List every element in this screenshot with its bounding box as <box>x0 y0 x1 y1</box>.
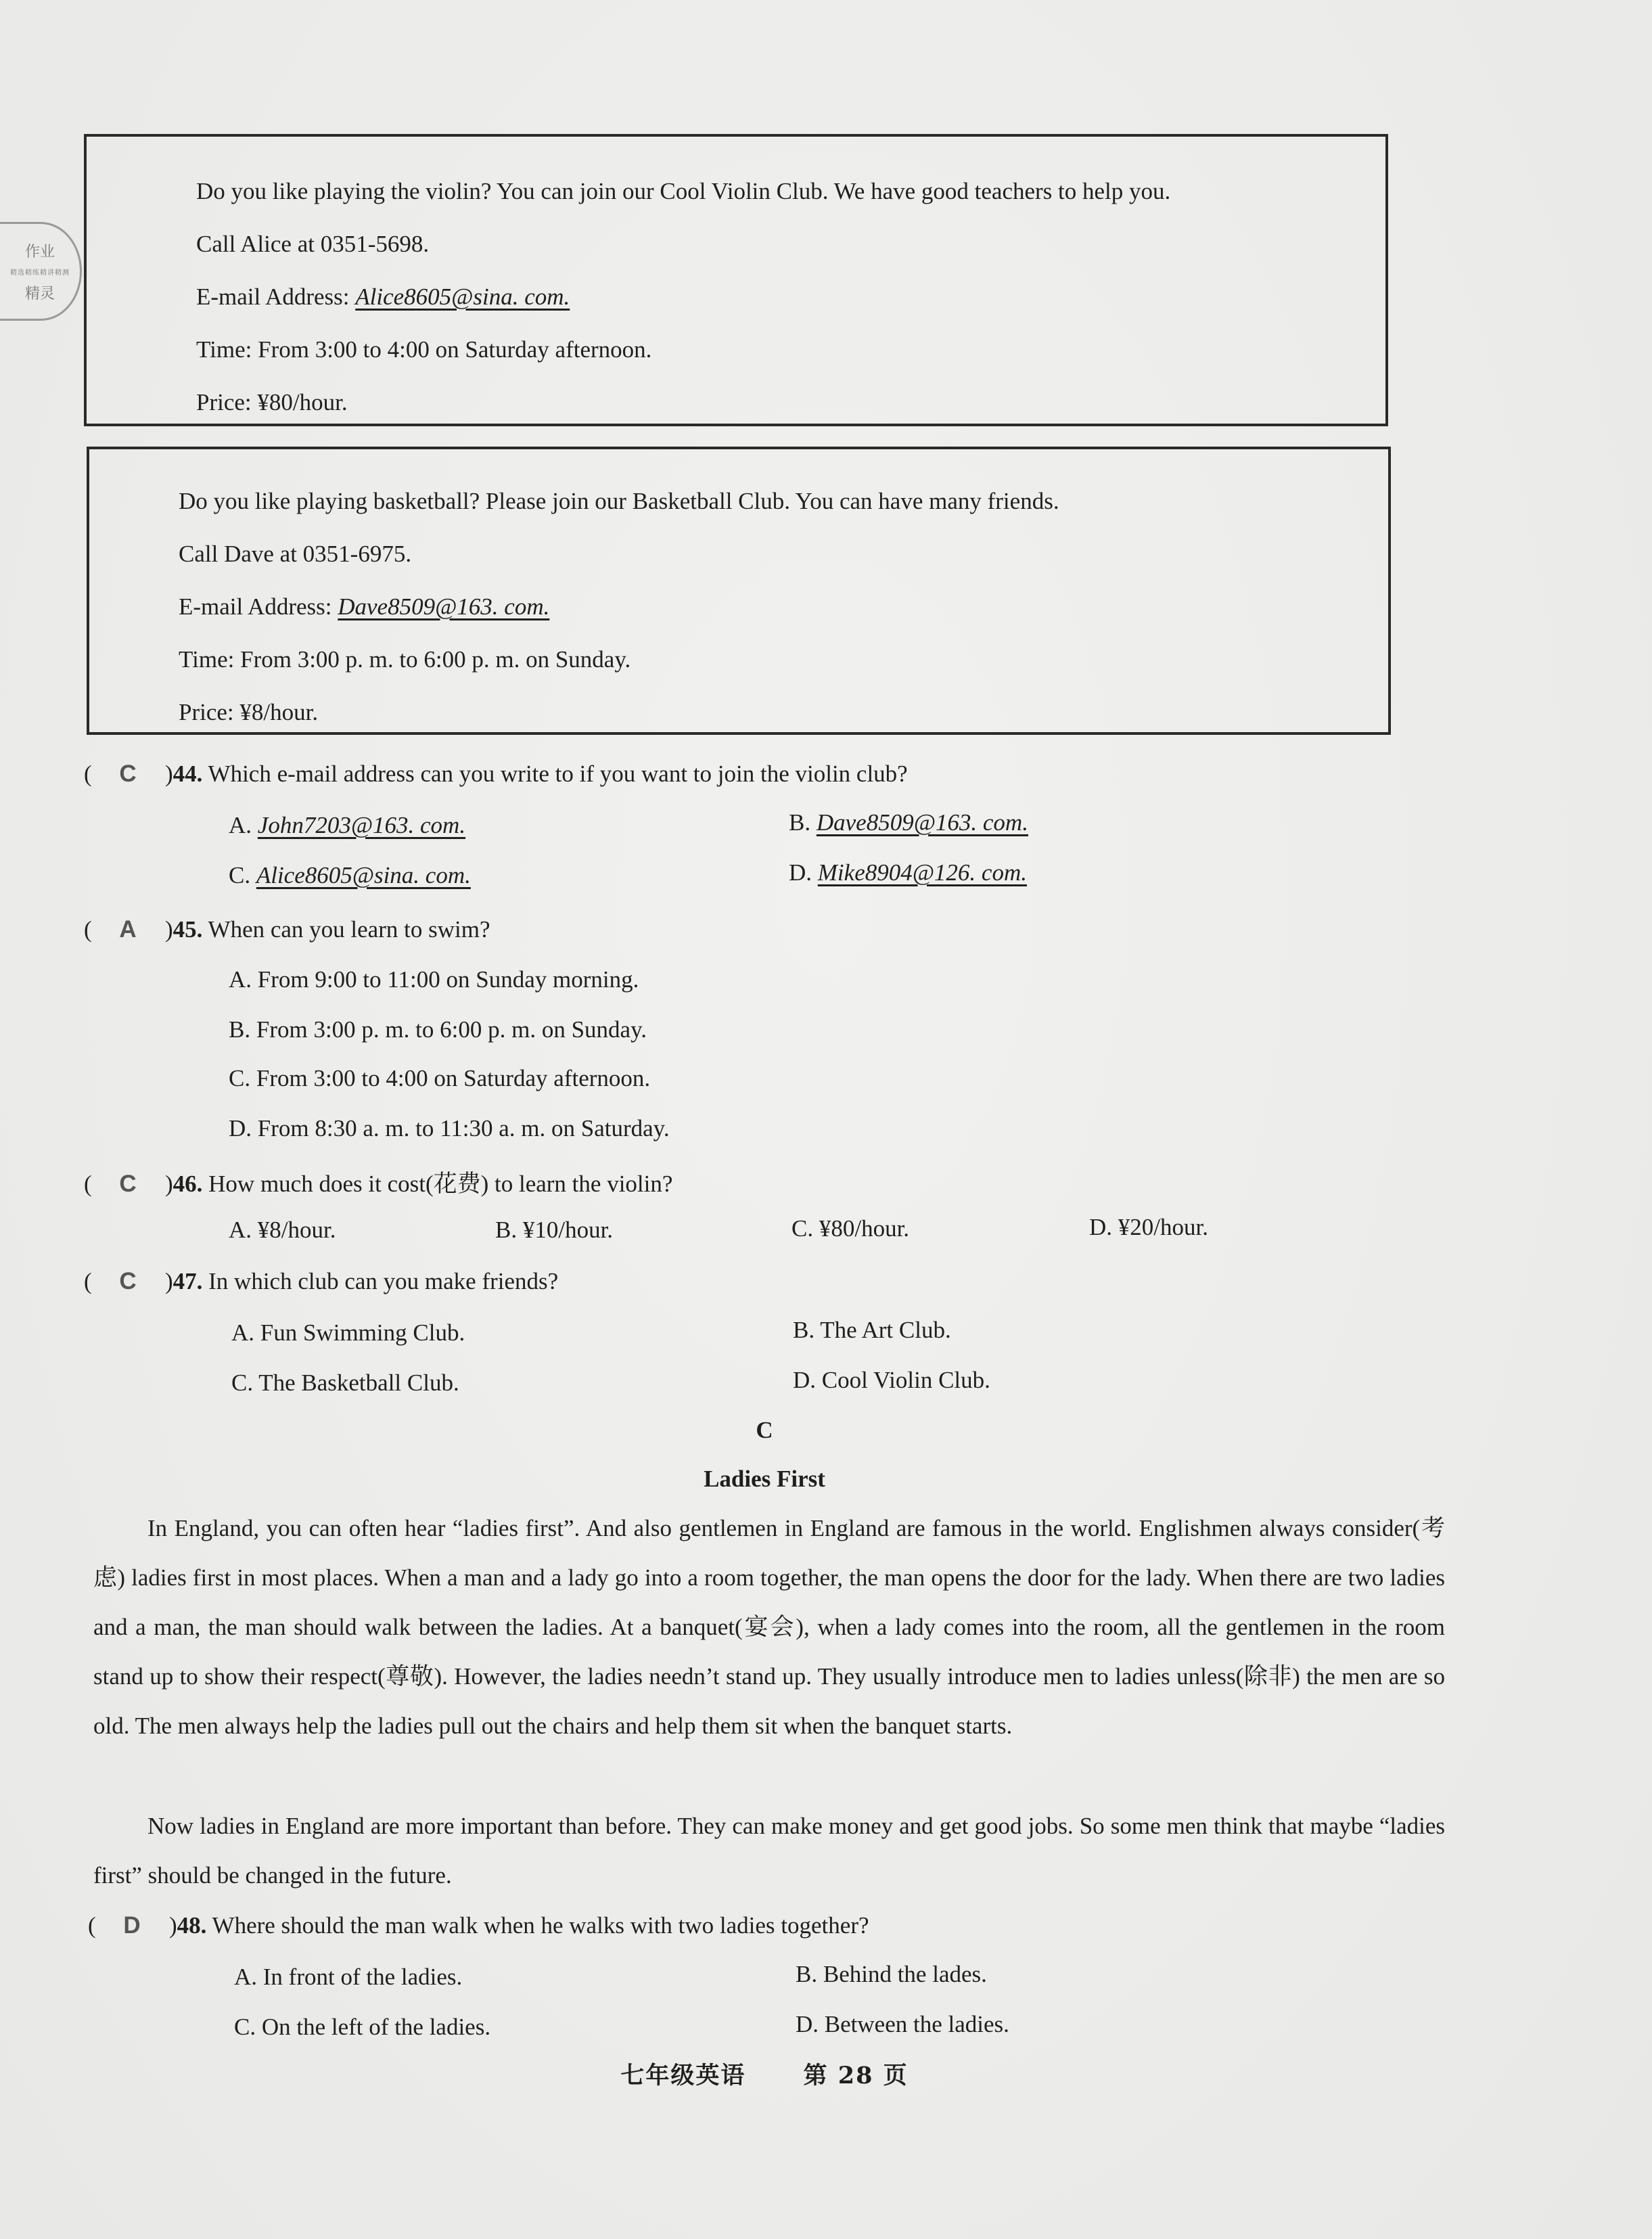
option-text: In front of the ladies. <box>262 1964 463 1990</box>
passage-title: Ladies First <box>704 1466 825 1492</box>
question-text: How much does it cost(花费) to learn the violin? <box>208 1171 673 1197</box>
page-footer <box>0 2057 1529 2091</box>
section-letter: C <box>756 1417 773 1443</box>
question-text: When can you learn to swim? <box>208 916 490 943</box>
violin-club-ad <box>84 134 1388 426</box>
publisher-stamp <box>0 222 82 321</box>
option-text: ¥80/hour. <box>819 1215 910 1242</box>
question-number: 47. <box>173 1268 203 1294</box>
option-text: From 9:00 to 11:00 on Sunday morning. <box>257 966 639 993</box>
ad-line: Do you like playing basketball? Please join our Basketball Club. You can have many friends. <box>179 488 1059 514</box>
question-number: 44. <box>173 761 203 787</box>
option-d: D. Mike8904@126. com. <box>789 859 1027 886</box>
option-text: Fun Swimming Club. <box>260 1319 465 1346</box>
option-c: C. The Basketball Club. <box>231 1370 459 1396</box>
option-c: C. From 3:00 to 4:00 on Saturday afternoon. <box>229 1065 651 1091</box>
basketball-club-ad <box>87 447 1391 735</box>
option-text: ¥10/hour. <box>522 1217 614 1243</box>
option-text: The Art Club. <box>820 1317 951 1343</box>
ad-phone: Call Alice at 0351-5698. <box>196 231 430 257</box>
answer-mark: A <box>119 916 137 943</box>
answer-mark: C <box>119 761 137 787</box>
option-text: Dave8509@163. com. <box>816 809 1028 836</box>
ad-line: Do you like playing the violin? You can join our Cool Violin Club. We have good teachers to help you. <box>196 178 1171 204</box>
ad-email-row <box>196 271 1385 323</box>
question-46: ( C )46. How much does it cost(花费) to learn the violin? <box>84 1171 673 1197</box>
ad-time: Time: From 3:00 p. m. to 6:00 p. m. on Sunday. <box>179 646 631 673</box>
option-d: D. Between the ladies. <box>796 2011 1009 2037</box>
option-b: B. Behind the lades. <box>796 1961 987 1987</box>
option-c: C. On the left of the ladies. <box>234 2014 491 2040</box>
ad-email-address: Alice8605@sina. com. <box>355 284 570 310</box>
question-44: ( C )44. Which e-mail address can you write to if you want to join the violin club? <box>84 761 908 787</box>
option-text: ¥8/hour. <box>257 1217 336 1243</box>
ad-time: Time: From 3:00 to 4:00 on Saturday afternoon. <box>196 336 652 363</box>
ad-email-row <box>179 581 1388 633</box>
option-b: B. Dave8509@163. com. <box>789 809 1028 836</box>
question-47: ( C )47. In which club can you make friends? <box>84 1268 559 1294</box>
question-number: 46. <box>173 1171 203 1197</box>
option-a: A. ¥8/hour. <box>229 1217 336 1243</box>
page-number: 第 28 页 <box>803 2062 909 2089</box>
ad-phone: Call Dave at 0351-6975. <box>179 541 412 567</box>
option-text: ¥20/hour. <box>1118 1214 1208 1240</box>
option-b: B. From 3:00 p. m. to 6:00 p. m. on Sunday. <box>229 1016 647 1043</box>
option-text: Cool Violin Club. <box>821 1367 990 1393</box>
option-b: B. ¥10/hour. <box>495 1217 614 1243</box>
stamp-top-text: 作业 <box>24 243 55 261</box>
option-a: A. John7203@163. com. <box>229 812 466 838</box>
option-c: C. ¥80/hour. <box>791 1215 910 1242</box>
question-text: Which e-mail address can you write to if you want to join the violin club? <box>208 761 908 787</box>
question-45: ( A )45. When can you learn to swim? <box>84 916 490 943</box>
option-text: From 3:00 to 4:00 on Saturday afternoon. <box>256 1065 651 1091</box>
footer-grade: 七年级英语 <box>620 2062 746 2089</box>
option-text: The Basketball Club. <box>258 1370 459 1396</box>
question-text: Where should the man walk when he walks with two ladies together? <box>212 1912 869 1939</box>
option-text: Mike8904@126. com. <box>817 859 1027 886</box>
ad-price: Price: ¥80/hour. <box>196 389 348 415</box>
stamp-bottom-text: 精灵 <box>24 285 55 302</box>
question-48: ( D )48. Where should the man walk when he walks with two ladies together? <box>88 1912 869 1939</box>
option-d: D. From 8:30 a. m. to 11:30 a. m. on Saturday. <box>229 1115 670 1141</box>
answer-mark: C <box>119 1171 137 1197</box>
answer-mark: D <box>123 1912 141 1939</box>
option-d: D. ¥20/hour. <box>1089 1214 1208 1240</box>
option-text: Behind the lades. <box>823 1961 987 1987</box>
option-b: B. The Art Club. <box>793 1317 951 1343</box>
option-a: A. From 9:00 to 11:00 on Sunday morning. <box>229 966 639 993</box>
ad-price: Price: ¥8/hour. <box>179 699 319 725</box>
option-text: From 8:30 a. m. to 11:30 a. m. on Saturday. <box>257 1115 670 1141</box>
answer-mark: C <box>119 1268 137 1294</box>
ad-email-address: Dave8509@163. com. <box>338 593 550 620</box>
option-text: John7203@163. com. <box>257 812 466 838</box>
ad-email-label: E-mail Address: <box>196 284 350 310</box>
option-text: On the left of the ladies. <box>261 2014 491 2040</box>
option-a: A. In front of the ladies. <box>234 1964 463 1990</box>
option-c: C. Alice8605@sina. com. <box>229 862 471 888</box>
passage-paragraph: In England, you can often hear “ladies first”. And also gentlemen in England are famous in the world. Englishmen always consider(考虑) ladies first in most places. When a man and a lady go into a room together, the man opens the door for the lady. When there are two ladies and a man, the man should walk between the ladies. At a banquet(宴会), when a lady comes into the room, all the gentlemen in the room stand up to show their respect(尊敬). However, the ladies needn’t stand up. They usually introduce men to ladies unless(除非) the men are so old. The men always help the ladies pull out the chairs and help them sit when the banquet starts. <box>93 1515 1445 1739</box>
question-number: 45. <box>173 916 203 943</box>
question-number: 48. <box>177 1912 207 1939</box>
passage-paragraph: Now ladies in England are more important than before. They can make money and get good jobs. So some men think that maybe “ladies first” should be changed in the future. <box>93 1813 1445 1889</box>
option-text: Between the ladies. <box>824 2011 1009 2037</box>
option-text: Alice8605@sina. com. <box>256 862 471 888</box>
question-text: In which club can you make friends? <box>208 1268 559 1294</box>
option-text: From 3:00 p. m. to 6:00 p. m. on Sunday. <box>256 1016 647 1043</box>
option-d: D. Cool Violin Club. <box>793 1367 990 1393</box>
ad-email-label: E-mail Address: <box>179 593 332 620</box>
stamp-middle-text: 精选精练精讲精测 <box>10 269 70 277</box>
option-a: A. Fun Swimming Club. <box>231 1319 465 1346</box>
